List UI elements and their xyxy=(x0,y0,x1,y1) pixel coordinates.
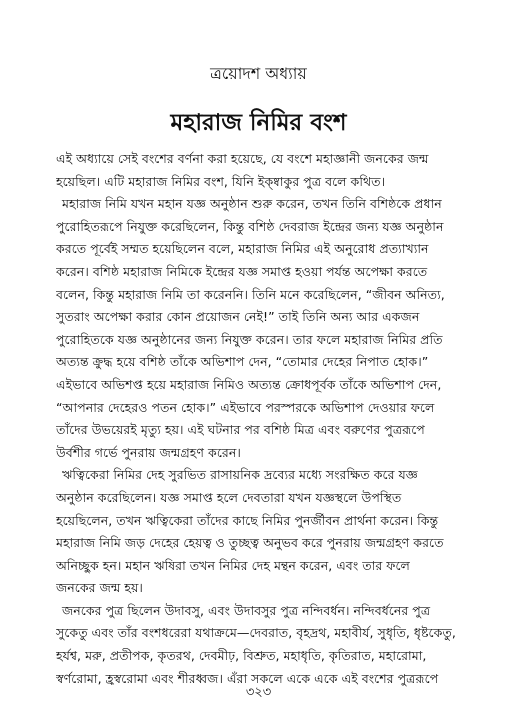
text-line: পুরোহিতরূপে নিযুক্ত করেছিলেন, কিন্তু বশিষ্ঠ দেবরাজ ইন্দ্রের জন্য যজ্ঞ অনুষ্ঠান xyxy=(56,218,444,234)
chapter-title: মহারাজ নিমির বংশ xyxy=(170,110,347,136)
text-line: করতে পূর্বেই সম্মত হয়েছিলেন বলে, মহারাজ নিমির এই অনুরোধ প্রত্যাখ্যান xyxy=(56,241,429,257)
body-text xyxy=(56,148,486,690)
text-line: জনকের জন্ম হয়। xyxy=(56,580,143,596)
text-line: এইভাবে অভিশপ্ত হয়ে মহারাজ নিমিও অত্যন্ত ক্রোধপূর্বক তাঁকে অভিশাপ দেন, xyxy=(56,376,442,392)
text-line: ঋত্বিকেরা নিমির দেহ সুরভিত রাসায়নিক দ্রব্যের মধ্যে সংরক্ষিত করে যজ্ঞ xyxy=(62,467,418,483)
text-line: বলেন, কিন্তু মহারাজ নিমি তা করেননি। তিনি মনে করেছিলেন, “জীবন অনিত্য, xyxy=(56,286,445,302)
text-line: সুতরাং অপেক্ষা করার কোন প্রয়োজন নেই!” তাই তিনি অন্য আর একজন xyxy=(56,309,420,325)
text-line: তাঁদের উভয়েরই মৃত্যু হয়। এই ঘটনার পর বশিষ্ঠ মিত্র এবং বরুণের পুত্ররূপে xyxy=(56,422,425,438)
text-line: হর্যশ্ব, মরু, প্রতীপক, কৃতরথ, দেবমীঢ়, বিশ্রুত, মহাধৃতি, কৃতিরাত, মহারোমা, xyxy=(56,648,427,664)
text-line: উর্বশীর গর্ভে পুনরায় জন্মগ্রহণ করেন। xyxy=(56,444,241,460)
text-line: অনুষ্ঠান করেছিলেন। যজ্ঞ সমাপ্ত হলে দেবতারা যখন যজ্ঞস্থলে উপস্থিত xyxy=(56,489,402,505)
text-line: হয়েছিল। এটি মহারাজ নিমির বংশ, যিনি ইক্ষ্বাকুর পুত্র বলে কথিত। xyxy=(56,173,386,189)
text-line: অত্যন্ত ক্রুদ্ধ হয়ে বশিষ্ঠ তাঁকে অভিশাপ দেন, “তোমার দেহের নিপাত হোক।” xyxy=(56,354,429,370)
text-line: সুকেতু এবং তাঁর বংশধরেরা যথাক্রমে—দেবরাত, বৃহদ্রথ, মহাবীর্য, সুধৃতি, ধৃষ্টকেতু, xyxy=(56,625,456,641)
text-line: হয়েছিলেন, তখন ঋত্বিকেরা তাঁদের কাছে নিমির পুনর্জীবন প্রার্থনা করেন। কিন্তু xyxy=(56,512,439,528)
text-line: মহারাজ নিমি জড় দেহের হেয়ত্ব ও তুচ্ছত্ব অনুভব করে পুনরায় জন্মগ্রহণ করতে xyxy=(56,535,444,551)
text-line: স্বর্ণরোমা, হ্রস্বরোমা এবং শীরধ্বজ। এঁরা সকলে একে একে এই বংশের পুত্ররূপে xyxy=(56,670,439,686)
text-line: পুরোহিতকে যজ্ঞ অনুষ্ঠানের জন্য নিযুক্ত করেন। তার ফলে মহারাজ নিমির প্রতি xyxy=(56,331,443,347)
text-line: এই অধ্যায়ে সেই বংশের বর্ণনা করা হয়েছে, যে বংশে মহাজ্ঞানী জনকের জন্ম xyxy=(56,151,429,166)
text-line: করেন। বশিষ্ঠ মহারাজ নিমিকে ইন্দ্রের যজ্ঞ সমাপ্ত হওয়া পর্যন্ত অপেক্ষা করতে xyxy=(56,263,428,279)
text-line: “আপনার দেহেরও পতন হোক।” এইভাবে পরস্পরকে অভিশাপ দেওয়ার ফলে xyxy=(56,399,435,415)
chapter-heading: ত্রয়োদশ অধ্যায় xyxy=(210,64,307,83)
text-line: অনিচ্ছুক হন। মহান ঋষিরা তখন নিমির দেহ মন্থন করেন, এবং তার ফলে xyxy=(56,557,410,573)
text-line: জনকের পুত্র ছিলেন উদাবসু, এবং উদাবসুর পুত্র নন্দিবর্ধন। নন্দিবর্ধনের পুত্র xyxy=(62,602,431,618)
text-line: মহারাজ নিমি যখন মহান যজ্ঞ অনুষ্ঠান শুরু করেন, তখন তিনি বশিষ্ঠকে প্রধান xyxy=(62,196,442,212)
page-number: ৩২৩ xyxy=(245,685,272,700)
